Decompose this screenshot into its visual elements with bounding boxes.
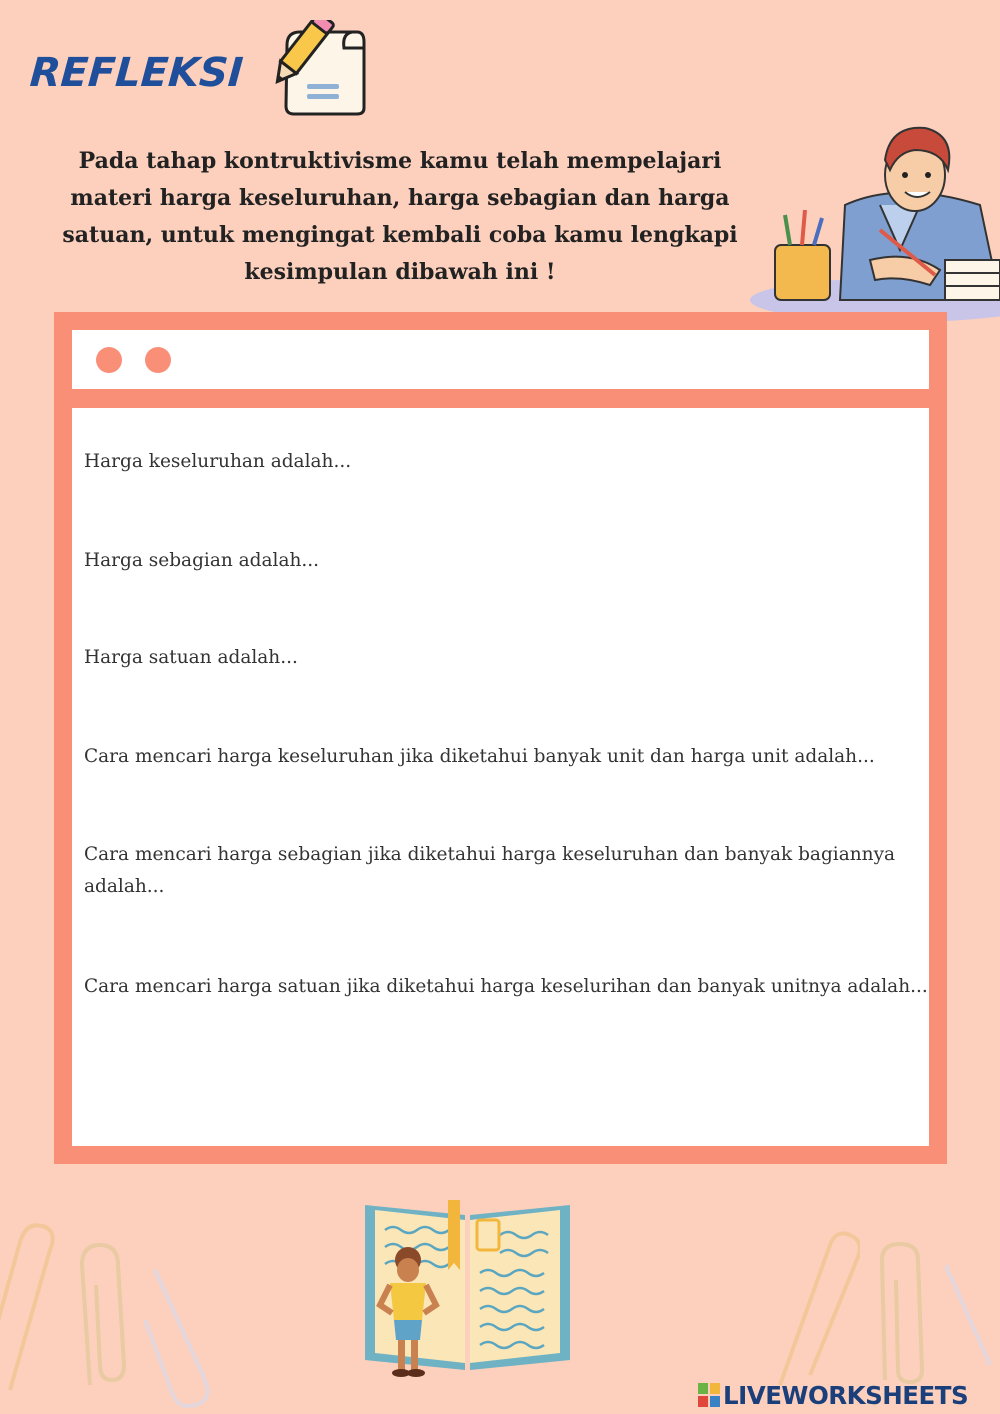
boy-drawing-illustration (750, 110, 1000, 325)
liveworksheets-brand (698, 1378, 968, 1412)
open-book-illustration (360, 1195, 575, 1385)
window-dot-icon (96, 347, 122, 373)
brand-text: LIVEWORKSHEETS (723, 1380, 969, 1410)
question-6: Cara mencari harga satuan jika diketahui harga keselurihan dan banyak unitnya adalah... (84, 976, 928, 997)
worksheet-window (54, 312, 947, 1164)
pencil-scroll-icon (262, 20, 372, 120)
paperclip-icon (770, 1225, 860, 1395)
question-4: Cara mencari harga keseluruhan jika diketahui banyak unit dan harga unit adalah... (84, 746, 875, 767)
window-titlebar (72, 330, 929, 389)
question-5: Cara mencari harga sebagian jika diketahui harga keseluruhan dan banyak bagiannya adalah... (84, 844, 896, 897)
question-2: Harga sebagian adalah... (84, 550, 320, 571)
paperclip-icon (870, 1240, 940, 1390)
worksheet-body (72, 408, 929, 1146)
paperclip-icon (940, 1265, 1000, 1375)
instruction-text: Pada tahap kontruktivisme kamu telah mempelajari materi harga keseluruhan, harga sebagian dan harga satuan, untuk mengingat kembali coba kamu lengkapi kesimpulan dibawah ini ! (62, 148, 738, 285)
paperclip-icon (135, 1260, 225, 1410)
window-dot-icon (145, 347, 171, 373)
liveworksheets-logo-icon (698, 1383, 720, 1407)
question-3: Harga satuan adalah... (84, 647, 298, 668)
question-1: Harga keseluruhan adalah... (84, 451, 352, 472)
paperclip-icon (0, 1220, 70, 1400)
paperclip-icon (70, 1235, 140, 1395)
page-title: REFLEKSI (28, 50, 245, 96)
